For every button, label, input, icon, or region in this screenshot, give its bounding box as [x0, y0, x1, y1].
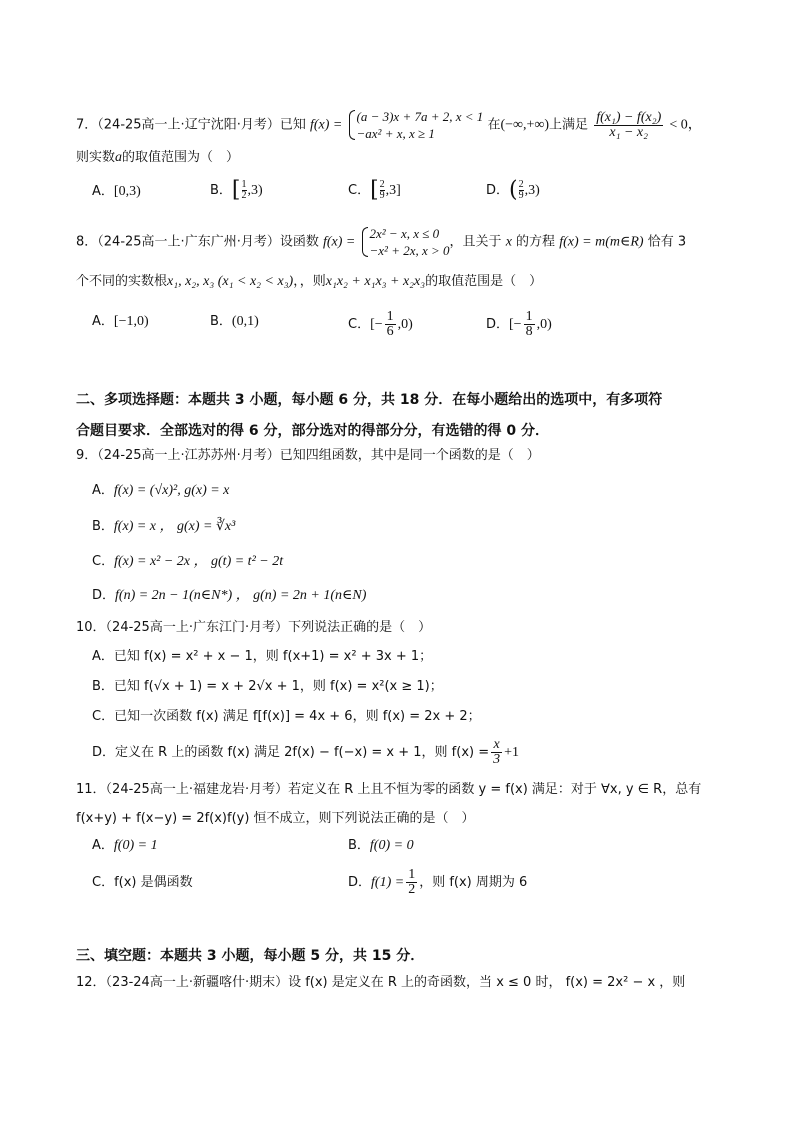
- q9-option-c-text: f(x) = x² − 2x ， g(t) = t² − 2t: [114, 554, 284, 569]
- q8-option-b-value: (0,1): [231, 314, 259, 329]
- q7-option-c-num: 2: [379, 179, 385, 190]
- q11-option-a-text: f(0) = 1: [113, 838, 158, 853]
- q8-option-d-num: 1: [525, 309, 533, 324]
- q8-line2-c: 的取值范围是（ ）: [425, 274, 543, 289]
- q11-option-d-fraction: [406, 868, 417, 897]
- q7-option-c-fraction: [380, 180, 385, 201]
- q7-line1: [76, 108, 702, 142]
- q7-option-d[interactable]: [486, 177, 540, 203]
- q10-option-d-num: x: [491, 738, 502, 753]
- q8-number: 8．: [76, 234, 98, 250]
- q7-piecewise: [347, 108, 484, 142]
- q7-option-b-label: B．: [210, 183, 232, 198]
- q8-x: x: [505, 234, 512, 250]
- q10-option-d-den: 3: [493, 752, 501, 767]
- q10-option-b[interactable]: [92, 678, 443, 696]
- q10-option-d-post: +1: [504, 745, 520, 760]
- q8-option-c[interactable]: [348, 310, 413, 339]
- q8-equation: f(x) = m(m∈R): [559, 234, 644, 250]
- q12-stem: 12．（23-24高一上·新疆喀什·期末）设 f(x) 是定义在 R 上的奇函数，当 x ≤ 0 时， f(x) = 2x² − x ，则: [76, 975, 686, 990]
- q9-option-c-label: C．: [92, 554, 115, 569]
- q11-stem-line2: f(x+y) + f(x−y) = 2f(x)f(y) 恒不成立，则下列说法正确的是（ ）: [76, 811, 475, 826]
- q7-option-b-open: [: [231, 177, 241, 203]
- q7-line2-end: 的取值范围为（ ）: [122, 150, 240, 165]
- q11-option-c-label: C．: [92, 875, 115, 890]
- q7-domain: (−∞,+∞): [500, 117, 550, 133]
- q8-piecewise: [360, 225, 450, 259]
- q8-option-d-label: D．: [486, 317, 510, 332]
- q7-option-c-den: 9: [379, 190, 385, 201]
- q7-option-b-den: 2: [241, 190, 247, 201]
- q7-fraction: [594, 111, 663, 140]
- q9-option-a[interactable]: [92, 482, 229, 500]
- q10-option-d[interactable]: [92, 738, 519, 767]
- q7-option-d-den: 9: [518, 190, 524, 201]
- q11-option-b-text: f(0) = 0: [369, 838, 414, 853]
- q7-option-b-close: ,3): [247, 183, 263, 198]
- q7-option-d-open: (: [509, 177, 518, 203]
- section-2-heading-line2: 合题目要求．全部选对的得 6 分，部分选对的得部分分，有选错的得 0 分．: [76, 423, 549, 439]
- q11-option-c-text: f(x) 是偶函数: [114, 875, 193, 890]
- q8-case-2: −x² + 2x, x > 0: [369, 243, 450, 258]
- q8-option-a-label: A．: [92, 314, 114, 329]
- q8-option-d-open: [−: [509, 317, 522, 332]
- q7-case-1: (a − 3)x + 7a + 2, x < 1: [356, 109, 484, 124]
- q10-option-c-text: 已知一次函数 f(x) 满足 f[f(x)] = 4x + 6，则 f(x) = 2x + 2；: [114, 709, 481, 724]
- q10-option-d-pre: 定义在 R 上的函数 f(x) 满足 2f(x) − f(−x) = x + 1，则 f(x) =: [115, 745, 490, 760]
- q7-option-d-fraction: [519, 180, 524, 201]
- q11-option-d-den: 2: [408, 882, 416, 897]
- q9-option-b[interactable]: [92, 518, 235, 536]
- q11-option-a-label: A．: [92, 838, 114, 853]
- q9-option-c[interactable]: [92, 553, 283, 571]
- q8-end: 恰有 3: [647, 234, 687, 250]
- q10-option-a-label: A．: [92, 649, 114, 664]
- q8-option-c-close: ,0): [397, 317, 413, 332]
- q8-mid: ，且关于: [449, 234, 502, 250]
- q8-option-b-label: B．: [210, 314, 232, 329]
- q8-line2-a: 个不同的实数根: [76, 274, 168, 289]
- q8-line1: [76, 225, 686, 259]
- q9-option-a-label: A．: [92, 483, 114, 498]
- q11-stem-line1: 11．（24-25高一上·福建龙岩·月考）若定义在 R 上且不恒为零的函数 y = f(x) 满足：对于 ∀x, y ∈ R，总有: [76, 782, 702, 797]
- section-3-heading: 三、填空题：本题共 3 小题，每小题 5 分，共 15 分．: [76, 948, 425, 964]
- q8-option-c-fraction: [385, 310, 396, 339]
- q7-option-c-close: ,3]: [385, 183, 401, 198]
- q8-roots: x₁, x₂, x₃ (x₁ < x₂ < x₃): [167, 274, 294, 289]
- q8-line2: [76, 273, 542, 291]
- q10-option-b-text: 已知 f(√x + 1) = x + 2√x + 1，则 f(x) = x²(x ≥ 1)；: [113, 679, 443, 694]
- q10-option-a[interactable]: [92, 648, 432, 666]
- q8-case-1: 2x² − x, x ≤ 0: [369, 226, 440, 241]
- q11-option-d-pre: f(1) =: [371, 875, 405, 890]
- q11-option-b[interactable]: [348, 837, 414, 855]
- q8-option-a[interactable]: [92, 313, 149, 331]
- q9-option-d-label: D．: [92, 588, 116, 603]
- section-2-heading: 二、多项选择题：本题共 3 小题，每小题 6 分，共 18 分．在每小题给出的选项中，有多项符: [76, 392, 663, 408]
- q11-option-b-label: B．: [348, 838, 370, 853]
- q10-option-b-label: B．: [92, 679, 114, 694]
- q8-expression: x₁x₂ + x₁x₃ + x₂x₃: [325, 274, 426, 289]
- q8-mid2: 的方程: [516, 234, 556, 250]
- q9-option-b-label: B．: [92, 519, 114, 534]
- q7-number: 7．: [76, 117, 98, 133]
- q9-stem: 9．（24-25高一上·江苏苏州·月考）已知四组函数，其中是同一个函数的是（ ）: [76, 448, 540, 463]
- q7-satisfy: 上满足: [549, 117, 589, 133]
- q9-option-a-text: f(x) = (√x)², g(x) = x: [113, 483, 230, 498]
- q7-option-b-fraction: [242, 180, 247, 201]
- q11-option-a[interactable]: [92, 837, 158, 855]
- q7-option-c-open: [: [370, 177, 379, 203]
- q8-option-d-fraction: [524, 310, 535, 339]
- q8-source: （24-25高一上·广东广州·月考）: [97, 234, 280, 250]
- q10-option-c-label: C．: [92, 709, 115, 724]
- q7-option-c[interactable]: [348, 177, 401, 203]
- q7-inequality: < 0，: [669, 117, 702, 133]
- q7-line2: [76, 149, 239, 167]
- q8-function: f(x) =: [322, 234, 356, 250]
- q9-option-d-text: f(n) = 2n − 1(n∈N*) ， g(n) = 2n + 1(n∈N): [115, 588, 367, 603]
- q8-option-c-open: [−: [370, 317, 383, 332]
- q7-option-a-label: A．: [92, 184, 114, 199]
- q11-option-d-num: 1: [408, 867, 416, 882]
- q7-frac-den: x₁ − x₂: [609, 124, 649, 140]
- q8-lead: 设函数: [279, 234, 319, 250]
- q8-option-d[interactable]: [486, 310, 552, 339]
- q10-option-c[interactable]: [92, 708, 481, 726]
- q7-option-b-num: 1: [241, 179, 247, 190]
- q7-function: f(x) =: [309, 117, 343, 133]
- q7-line2-text: 则实数: [76, 150, 116, 165]
- q8-option-d-den: 8: [525, 324, 533, 339]
- q8-option-c-num: 1: [386, 309, 394, 324]
- q7-frac-num: f(x₁) − f(x₂): [596, 109, 662, 125]
- q9-option-d[interactable]: [92, 587, 366, 605]
- q8-option-d-close: ,0): [536, 317, 552, 332]
- q10-option-d-fraction: [491, 738, 502, 767]
- q7-option-a-value: [0,3): [113, 184, 141, 199]
- q10-stem: 10．（24-25高一上·广东江门·月考）下列说法正确的是（ ）: [76, 620, 432, 635]
- q11-option-d-label: D．: [348, 875, 372, 890]
- q8-line2-b: ，，则: [293, 274, 326, 289]
- q8-option-c-den: 6: [386, 324, 394, 339]
- q9-option-b-text: f(x) = x ， g(x) = ∛x³: [113, 519, 236, 534]
- q7-var: a: [115, 150, 123, 165]
- q7-on: 在: [487, 117, 501, 133]
- q8-option-a-value: [−1,0): [113, 314, 149, 329]
- q7-source: （24-25高一上·辽宁沈阳·月考）: [97, 117, 280, 133]
- q11-option-d-post: ，则 f(x) 周期为 6: [419, 875, 528, 890]
- q10-option-d-label: D．: [92, 745, 116, 760]
- q7-option-b[interactable]: [210, 177, 263, 203]
- q7-lead: 已知: [279, 117, 306, 133]
- q7-option-d-close: ,3): [524, 183, 540, 198]
- q10-option-a-text: 已知 f(x) = x² + x − 1，则 f(x+1) = x² + 3x + 1；: [113, 649, 433, 664]
- q8-option-b[interactable]: [210, 313, 259, 331]
- q8-option-c-label: C．: [348, 317, 371, 332]
- q11-option-c[interactable]: [92, 874, 193, 892]
- q7-option-a[interactable]: [92, 183, 141, 201]
- q11-option-d[interactable]: [348, 868, 527, 897]
- q7-option-c-label: C．: [348, 183, 371, 198]
- q7-option-d-num: 2: [518, 179, 524, 190]
- q7-case-2: −ax² + x, x ≥ 1: [356, 126, 435, 141]
- q7-option-d-label: D．: [486, 183, 510, 198]
